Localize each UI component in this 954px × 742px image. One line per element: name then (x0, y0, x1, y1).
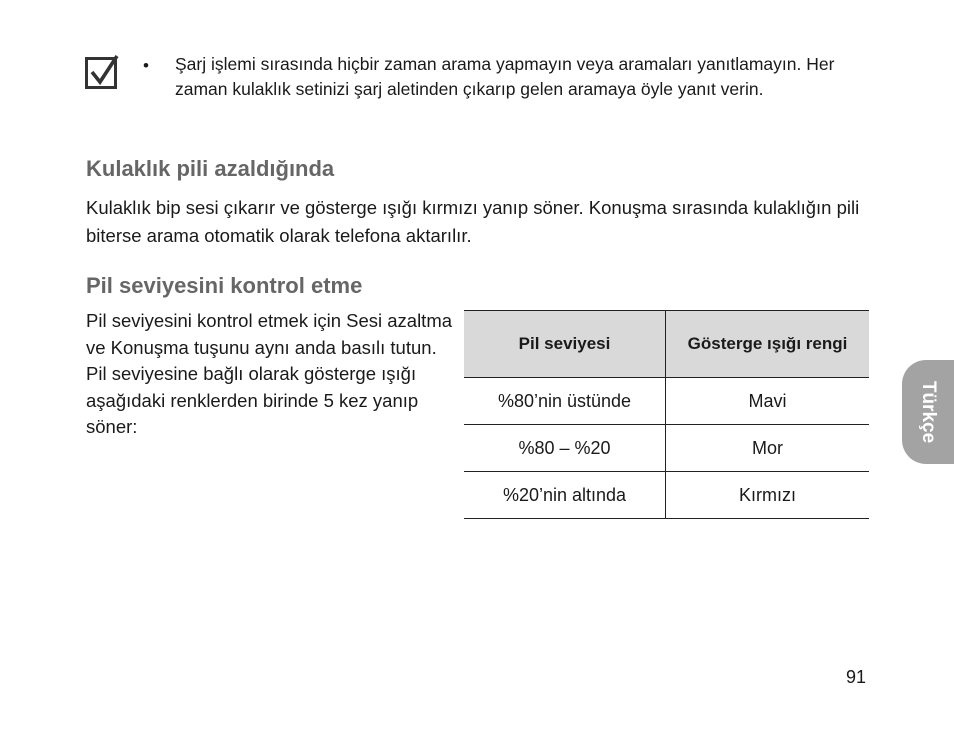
bullet-point: • (143, 56, 149, 75)
table-cell-color: Mavi (666, 378, 870, 425)
language-side-tab (902, 360, 954, 464)
battery-level-table (464, 310, 869, 519)
column-header-level: Pil seviyesi (464, 311, 666, 378)
battery-check-text: Pil seviyesini kontrol etmek için Sesi azaltma ve Konuşma tuşunu aynı anda basılı tutun. Pil seviyesine bağlı olarak gösterge ışığı aşağıdaki renklerden birinde 5 kez yanıp söner: (86, 310, 453, 437)
charging-warning-text: Şarj işlemi sırasında hiçbir zaman arama yapmayın veya aramaları yanıtlamayın. Her zaman kulaklık setinizi şarj aletinden çıkarıp gelen aramaya öyle yanıt verin. (175, 54, 835, 99)
table-cell-level: %20’nin altında (464, 472, 666, 519)
table-cell-color: Mor (666, 425, 870, 472)
battery-check-heading: Pil seviyesini kontrol etme (86, 273, 363, 298)
table-cell-level: %80 – %20 (464, 425, 666, 472)
page-number: 91 (846, 667, 867, 687)
table-header-row (464, 311, 869, 378)
table-cell-color: Kırmızı (666, 472, 870, 519)
low-battery-text: Kulaklık bip sesi çıkarır ve gösterge ışığı kırmızı yanıp söner. Konuşma sırasında kulaklığın pili biterse arama otomatik olarak telefona aktarılır. (86, 197, 860, 246)
checkbox-check-icon (85, 55, 119, 89)
language-tab-label: Türkçe (918, 380, 939, 444)
table-row (464, 425, 869, 472)
low-battery-heading: Kulaklık pili azaldığında (86, 156, 335, 181)
column-header-color: Gösterge ışığı rengi (666, 311, 870, 378)
table-row (464, 378, 869, 425)
table-cell-level: %80’nin üstünde (464, 378, 666, 425)
table-row (464, 472, 869, 519)
